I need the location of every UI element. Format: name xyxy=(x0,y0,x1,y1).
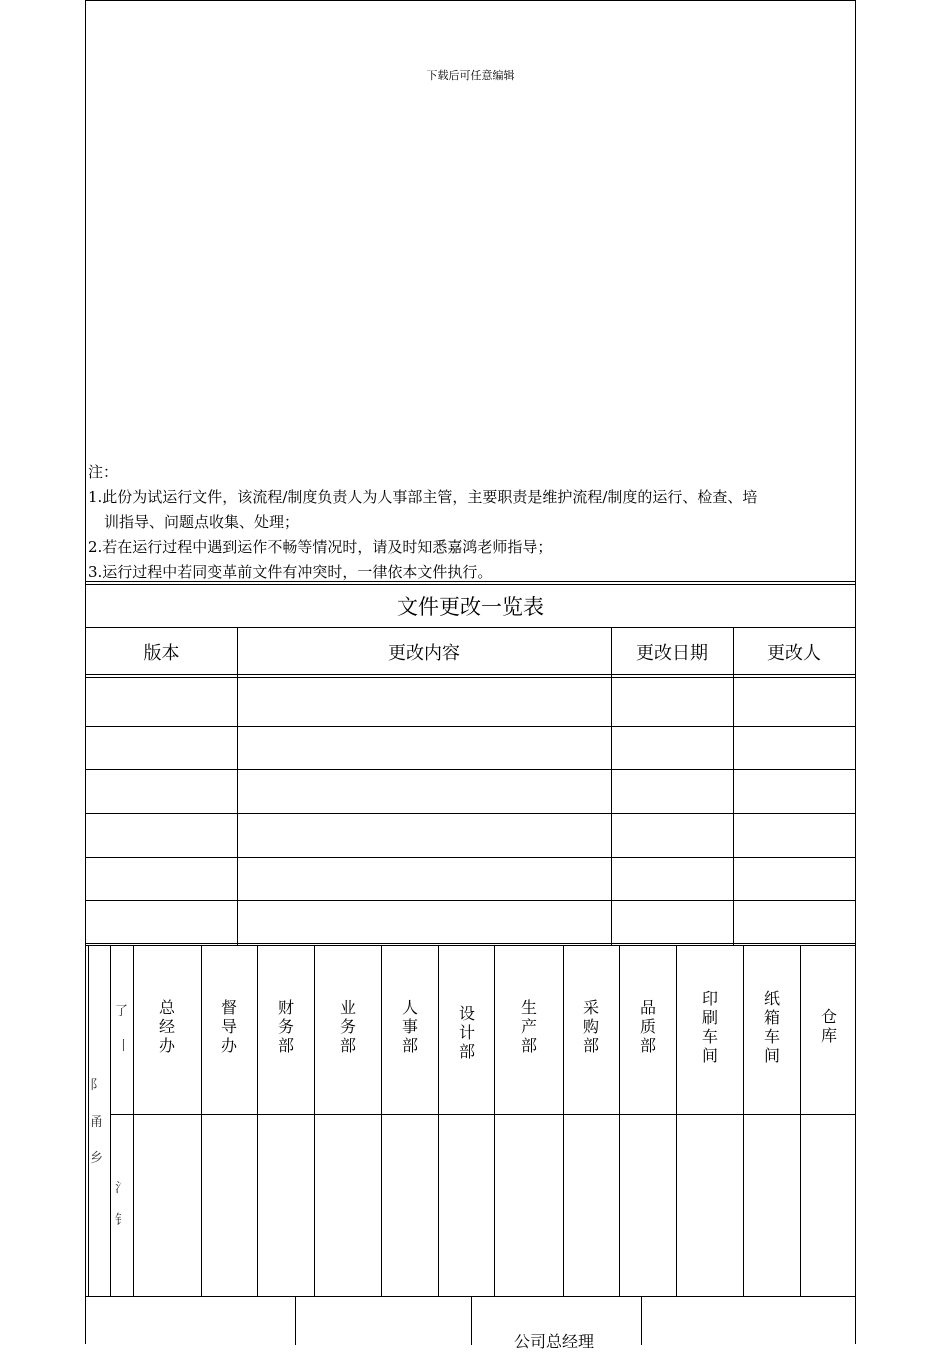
dept-business: 业 务 部 xyxy=(339,998,356,1055)
table-row xyxy=(86,857,855,858)
side-fragment: 乡 xyxy=(90,1151,104,1166)
table-row xyxy=(86,726,855,727)
dist-divider xyxy=(676,945,677,1297)
dist-divider xyxy=(494,945,495,1297)
note-item-1-continued: 训指导、问题点收集、处理； xyxy=(104,513,300,531)
dept-hr: 人 事 部 xyxy=(401,998,418,1055)
column-divider xyxy=(611,627,612,945)
table-border xyxy=(86,677,855,678)
document-page xyxy=(85,0,856,1351)
dist-divider xyxy=(314,945,315,1297)
dept-carton-workshop: 纸 箱 车 间 xyxy=(763,989,780,1065)
header-person: 更改人 xyxy=(767,642,821,664)
header-content: 更改内容 xyxy=(388,642,460,664)
change-table-title: 文件更改一览表 xyxy=(397,595,544,619)
footer-gm-label: 公司总经理 xyxy=(514,1332,595,1351)
table-row xyxy=(86,813,855,814)
dept-design: 设 计 部 xyxy=(458,1004,475,1061)
column-divider xyxy=(237,627,238,945)
sub-fragment: 了 xyxy=(115,1004,129,1019)
dist-divider xyxy=(743,945,744,1297)
editable-note: 下载后可任意编辑 xyxy=(426,69,515,82)
header-date: 更改日期 xyxy=(636,642,708,664)
dist-divider xyxy=(800,945,801,1297)
dept-quality: 品 质 部 xyxy=(639,998,656,1055)
dept-supervision-office: 督 导 办 xyxy=(220,998,237,1055)
column-divider xyxy=(733,627,734,945)
table-border xyxy=(86,943,855,944)
table-border xyxy=(86,674,855,675)
notes-prefix: 注： xyxy=(88,463,119,481)
footer-divider xyxy=(295,1296,296,1345)
dept-finance: 财 务 部 xyxy=(277,998,294,1055)
table-row xyxy=(86,769,855,770)
dept-purchasing: 采 购 部 xyxy=(582,998,599,1055)
dist-divider xyxy=(201,945,202,1297)
dist-divider xyxy=(381,945,382,1297)
side-fragment: 甬 xyxy=(90,1115,104,1130)
dist-divider xyxy=(619,945,620,1297)
sub-fragment: 钅 xyxy=(115,1213,129,1228)
dept-general-office: 总 经 办 xyxy=(158,998,175,1055)
sub-fragment: 丨 xyxy=(117,1039,131,1054)
notes-section xyxy=(88,460,856,585)
dist-divider xyxy=(133,945,134,1297)
dept-warehouse: 仓 库 xyxy=(820,1007,837,1045)
dept-printing-workshop: 印 刷 车 间 xyxy=(701,989,718,1065)
dist-divider xyxy=(438,945,439,1297)
footer-divider xyxy=(471,1296,472,1345)
note-item-3: 3.运行过程中若同变革前文件有冲突时，一律依本文件执行。 xyxy=(88,563,493,581)
dist-divider xyxy=(563,945,564,1297)
table-row xyxy=(86,900,855,901)
dept-production: 生 产 部 xyxy=(520,998,537,1055)
note-item-2: 2.若在运行过程中遇到运作不畅等情况时，请及时知悉嘉鸿老师指导； xyxy=(88,538,553,556)
dist-divider xyxy=(257,945,258,1297)
sub-fragment: 氵 xyxy=(115,1181,129,1196)
header-version: 版本 xyxy=(143,642,180,664)
dist-divider xyxy=(88,945,89,1297)
note-item-1: 1.此份为试运行文件，该流程/制度负责人为人事部主管，主要职责是维护流程/制度的运行、检查、培 xyxy=(88,488,758,506)
dist-row-divider xyxy=(110,1114,855,1115)
dist-divider xyxy=(110,945,111,1297)
side-fragment: 阝 xyxy=(90,1078,104,1093)
table-border xyxy=(86,581,855,582)
footer-divider xyxy=(641,1296,642,1345)
